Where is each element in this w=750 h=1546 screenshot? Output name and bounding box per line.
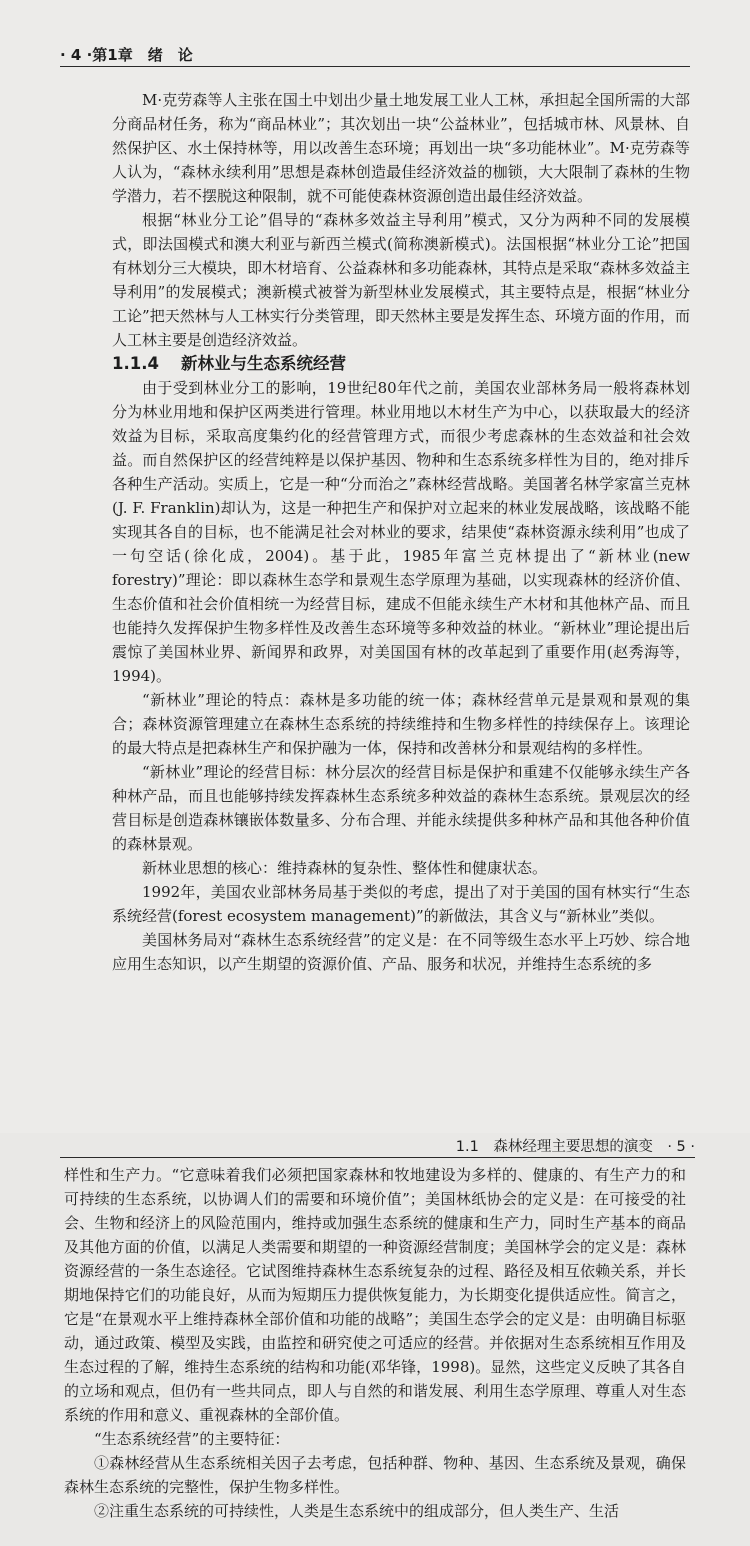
running-header: [60, 40, 690, 67]
paragraph: “新林业”理论的特点：森林是多功能的统一体；森林经营单元是景观和景观的集合；森林资源管理建立在森林生态系统的持续维持和生物多样性的持续保存上。该理论的最大特点是把森林生产和保护融为一体，保持和改善林分和景观结构的多样性。: [112, 691, 690, 757]
page-body: [112, 88, 690, 976]
page-number-chapter: · 4 ·第1章 绪 论: [60, 46, 193, 64]
section-title-text: 新林业与生态系统经营: [180, 354, 346, 373]
paragraph: “新林业”理论的经营目标：林分层次的经营目标是保护和重建不仅能够永续生产各种林产品，而且也能够持续发挥森林生态系统多种效益的森林生态系统。景观层次的经营目标是创造森林镶嵌体数量多、分布合理、并能永续提供多种林产品和其他各种价值的森林景观。: [112, 763, 690, 853]
paragraph: M·克劳森等人主张在国土中划出少量土地发展工业人工林，承担起全国所需的大部分商品材任务，称为“商品林业”；其次划出一块“公益林业”，包括城市林、风景林、自然保护区、水土保持林等，用以改善生态环境；再划出一块“多功能林业”。M·克劳森等人认为，“森林永续利用”思想是森林创造最佳经济效益的枷锁，大大限制了森林的生物学潜力，若不摆脱这种限制，就不可能使森林资源创造出最佳经济效益。: [112, 91, 690, 205]
paragraph: 由于受到林业分工的影响，19世纪80年代之前，美国农业部林务局一般将森林划分为林业用地和保护区两类进行管理。林业用地以木材生产为中心，以获取最大的经济效益为目标，采取高度集约化的经营管理方式，而很少考虑森林的生态效益和社会效益。而自然保护区的经营纯粹是以保护基因、物种和生态系统多样性为目的，绝对排斥各种生产活动。实质上，它是一种“分而治之”森林经营战略。美国著名林学家富兰克林(J. F. Franklin)却认为，这是一种把生产和保护对立起来的林业发展战略，该战略不能实现其各自的目标，也不能满足社会对林业的要求，结果使“森林资源永续利用”也成了一句空话(徐化成，2004)。基于此，1985年富兰克林提出了“新林业(new forestry)”理论：即以森林生态学和景观生态学原理为基础，以实现森林的经济价值、生态价值和社会价值相统一为经营目标，建成不但能永续生产木材和其他林产品、而且也能持久发挥保护生物多样性及改善生态环境等多种效益的林业。“新林业”理论提出后震惊了美国林业界、新闻界和政界，对美国国有林的改革起到了重要作用(赵秀海等，1994)。: [112, 379, 690, 685]
section-heading: [112, 352, 690, 376]
paragraph: 新林业思想的核心：维持森林的复杂性、整体性和健康状态。: [142, 859, 548, 877]
book-page-5: [0, 1133, 750, 1546]
running-header: [60, 1133, 695, 1158]
list-item: ②注重生态系统的可持续性，人类是生态系统中的组成部分，但人类生产、生活: [94, 1502, 620, 1520]
paragraph-continuation: 样性和生产力。“它意味着我们必须把国家森林和牧地建设为多样的、健康的、有生产力的和可持续的生态系统，以协调人们的需要和环境价值”；美国林纸协会的定义是：在可接受的社会、生物和经济上的风险范围内，维持或加强生态系统的健康和生产力，同时生产基本的商品及其他方面的价值，以满足人类需要和期望的一种资源经营制度；美国林学会的定义是：森林资源经营的一条生态途径。它试图维持森林生态系统复杂的过程、路径及相互依赖关系，并长期地保持它们的功能良好，从而为短期压力提供恢复能力，为长期变化提供适应性。简言之，它是“在景观水平上维持森林全部价值和功能的战略”；美国生态学会的定义是：由明确目标驱动，通过政策、模型及实践，由监控和研究使之可适应的经营。并依据对生态系统相互作用及生态过程的了解，维持生态系统的结构和功能(邓华锋，1998)。显然，这些定义反映了其各自的立场和观点，但仍有一些共同点，即人与自然的和谐发展、利用生态学原理、尊重人对生态系统的作用和意义、重视森林的全部价值。: [64, 1166, 686, 1424]
paragraph: “生态系统经营”的主要特征：: [94, 1430, 290, 1448]
paragraph: 1992年，美国农业部林务局基于类似的考虑，提出了对于美国的国有林实行“生态系统经营(forest ecosystem management)”的新做法，其含义与“新林业”类似。: [112, 883, 690, 925]
paragraph: 美国林务局对“森林生态系统经营”的定义是：在不同等级生态水平上巧妙、综合地应用生态知识，以产生期望的资源价值、产品、服务和状况，并维持生态系统的多: [112, 931, 690, 973]
list-item: ①森林经营从生态系统相关因子去考虑，包括种群、物种、基因、生态系统及景观，确保森林生态系统的完整性，保护生物多样性。: [64, 1454, 686, 1496]
paragraph: 根据“林业分工论”倡导的“森林多效益主导利用”模式，又分为两种不同的发展模式，即法国模式和澳大利亚与新西兰模式(简称澳新模式)。法国根据“林业分工论”把国有林划分三大模块，即木材培育、公益森林和多功能森林，其特点是采取“森林多效益主导利用”的发展模式；澳新模式被誉为新型林业发展模式，其主要特点是，根据“林业分工论”把天然林与人工林实行分类管理，即天然林主要是发挥生态、环境方面的作用，而人工林主要是创造经济效益。: [112, 211, 690, 349]
page-body: [64, 1163, 686, 1523]
section-number: 1.1.4: [112, 354, 159, 373]
section-and-page-number: 1.1 森林经理主要思想的演变 · 5 ·: [455, 1139, 695, 1155]
